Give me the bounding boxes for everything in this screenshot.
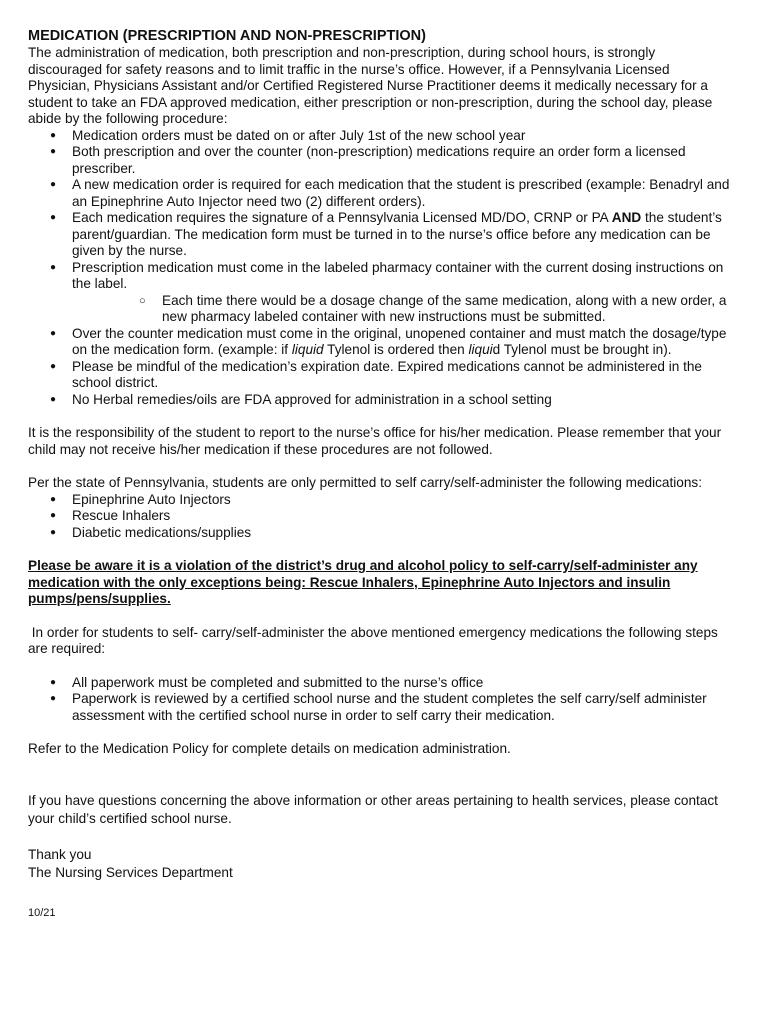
procedure-text: Each medication requires the signature of a Pennsylvania Licensed MD/DO, CRNP or PA — [72, 210, 612, 225]
step-item: ● All paperwork must be completed and submitted to the nurse’s office — [28, 675, 730, 692]
responsibility-paragraph: It is the responsibility of the student to report to the nurse’s office for his/her medication. Please remember that your child may not receive his/her medication if these procedures are not followed. — [28, 425, 722, 457]
questions-paragraph: If you have questions concerning the above information or other areas pertaining to health services, please contact your child’s certified school nurse. — [28, 792, 718, 826]
procedure-item: ● A new medication order is required for each medication that the student is prescribed (example: Benadryl and an Epinephrine Auto Injector need two (2) different orders). — [28, 177, 730, 210]
procedure-item — [28, 260, 730, 326]
self-carry-intro: Per the state of Pennsylvania, students are only permitted to self carry/self-administer the following medications: — [28, 475, 702, 490]
procedure-item — [28, 210, 730, 260]
procedure-sublist — [72, 293, 730, 326]
refer-paragraph: Refer to the Medication Policy for complete details on medication administration. — [28, 741, 511, 756]
steps-list — [28, 675, 730, 725]
and-emphasis: AND — [611, 210, 642, 225]
step-item: ● Paperwork is reviewed by a certified school nurse and the student completes the self carry/self administer assessment with the certified school nurse in order to self carry their medication. — [28, 691, 730, 724]
policy-warning: Please be aware it is a violation of the district’s drug and alcohol policy to self-carry/self-administer any medication with the only exceptions being: Rescue Inhalers, Epinephrine Auto Injectors and insulin pumps/pens/supplies. — [28, 558, 698, 606]
self-carry-item: ● Rescue Inhalers — [28, 508, 730, 525]
procedure-subitem: ○ Each time there would be a dosage change of the same medication, along with a new order, a new pharmacy labeled container with new instructions must be submitted. — [72, 293, 730, 326]
procedure-text: Over the counter medication must come in the original, unopened container and must match the dosage/type on the medication form. (example: if — [72, 325, 727, 357]
self-carry-item: ● Epinephrine Auto Injectors — [28, 492, 730, 509]
procedure-text: Prescription medication must come in the labeled pharmacy container with the current dosing instructions on the label. — [72, 259, 724, 291]
thanks-line: Thank you — [28, 846, 92, 862]
steps-intro: In order for students to self- carry/self-administer the above mentioned emergency medications the following steps are required: — [28, 624, 722, 656]
document-title: MEDICATION (PRESCRIPTION AND NON-PRESCRIPTION) — [28, 28, 426, 44]
date-code: 10/21 — [28, 906, 56, 919]
procedure-item: ● Medication orders must be dated on or after July 1st of the new school year — [28, 128, 730, 145]
procedure-list — [28, 128, 730, 409]
procedure-item — [28, 326, 730, 359]
liquid-emphasis: liqui — [468, 342, 493, 357]
self-carry-item: ● Diabetic medications/supplies — [28, 525, 730, 542]
liquid-emphasis: liquid — [291, 342, 324, 357]
procedure-item: ● Both prescription and over the counter (non-prescription) medications require an order form a licensed prescriber. — [28, 144, 730, 177]
procedure-item: ● Please be mindful of the medication’s expiration date. Expired medications cannot be administered in the school district. — [28, 359, 730, 392]
procedure-text: Tylenol is ordered then — [323, 342, 469, 357]
intro-paragraph: The administration of medication, both prescription and non-prescription, during school hours, is strongly discouraged for safety reasons and to limit traffic in the nurse’s office. However, if a Pennsylvania Licensed Physician, Physicians Assistant and/or Certified Registered Nurse Practitioner deems it medically necessary for a student to take an FDA approved medication, either prescription or non-prescription, during the school day, please abide by the following procedure: — [28, 45, 713, 126]
self-carry-list — [28, 492, 730, 542]
procedure-item: ● No Herbal remedies/oils are FDA approved for administration in a school setting — [28, 392, 730, 409]
procedure-text: d Tylenol must be brought in). — [492, 342, 672, 357]
signoff-line: The Nursing Services Department — [28, 865, 233, 880]
procedure-text: the student’s parent/guardian. The medication form must be turned in to the nurse’s office before any medication can be given by the nurse. — [72, 210, 722, 258]
